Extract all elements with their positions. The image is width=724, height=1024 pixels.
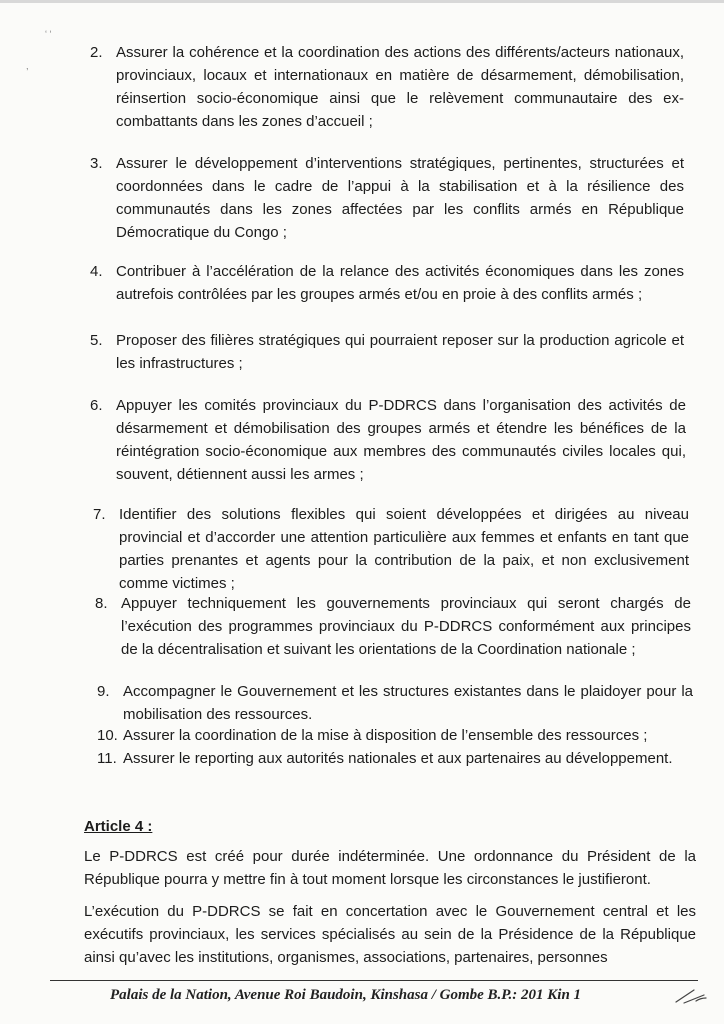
list-item xyxy=(97,680,693,726)
article-paragraph: L’exécution du P-DDRCS se fait en concertation avec le Gouvernement central et les exécutifs provinciaux, les services spécialisés au sein de la Présidence de la République ainsi qu’avec les institutions, organismes, associations, partenaires, personnes xyxy=(84,903,696,966)
list-item-number: 2. xyxy=(90,44,103,61)
list-item-number: 7. xyxy=(93,506,106,523)
list-item-number: 4. xyxy=(90,263,103,280)
list-item-text: Assurer la cohérence et la coordination des actions des différents/acteurs nationaux, provinciaux, locaux et internationaux en matière de désarmement, démobilisation, réinsertion socio-économique ainsi que le relèvement communautaire des ex-combattants dans les zones d’accueil ; xyxy=(116,44,684,130)
list-item xyxy=(93,503,689,595)
list-item-text: Contribuer à l’accélération de la relance des activités économiques dans les zones autrefois contrôlées par les groupes armés et/ou en proie à des conflits armés ; xyxy=(116,263,684,303)
list-item-text: Assurer la coordination de la mise à disposition de l’ensemble des ressources ; xyxy=(123,727,648,744)
list-item-text: Identifier des solutions flexibles qui soient développées et dirigées au niveau provincial et d’accorder une attention particulière aux femmes et enfants en tant que parties prenantes et agents pour la contribution de la paix, et non exclusivement comme victimes ; xyxy=(119,506,689,592)
scan-speck: , xyxy=(26,61,29,71)
list-item-text: Appuyer les comités provinciaux du P-DDRCS dans l’organisation des activités de désarmement et démobilisation des groupes armés et étendre les bénéfices de la réintégration socio-économique aux membres des communautés civiles locales qui, souvent, détiennent aussi les armes ; xyxy=(116,397,686,483)
article-paragraph: Le P-DDRCS est créé pour durée indéterminée. Une ordonnance du Président de la République pourra y mettre fin à tout moment lorsque les circonstances le justifieront. xyxy=(84,848,696,888)
list-item-number: 3. xyxy=(90,155,103,172)
list-item xyxy=(97,724,693,747)
article-title: Article 4 : xyxy=(84,818,153,835)
list-item xyxy=(95,592,691,661)
list-item-text: Proposer des filières stratégiques qui pourraient reposer sur la production agricole et les infrastructures ; xyxy=(116,332,684,372)
footer-divider xyxy=(50,980,698,981)
list-item xyxy=(90,152,684,244)
list-item-number: 9. xyxy=(97,683,110,700)
list-item xyxy=(97,747,693,770)
list-item-number: 11. xyxy=(97,750,117,767)
list-item-number: 5. xyxy=(90,332,103,349)
list-item-text: Accompagner le Gouvernement et les structures existantes dans le plaidoyer pour la mobilisation des ressources. xyxy=(123,683,693,723)
list-item xyxy=(90,329,684,375)
list-item-number: 8. xyxy=(95,595,108,612)
list-item xyxy=(90,41,684,133)
list-item-text: Assurer le reporting aux autorités nationales et aux partenaires au développement. xyxy=(123,750,673,767)
list-item xyxy=(90,394,686,486)
list-item-number: 6. xyxy=(90,397,103,414)
list-item xyxy=(90,260,684,306)
scan-top-edge xyxy=(0,0,724,3)
list-item-text: Appuyer techniquement les gouvernements provinciaux qui seront chargés de l’exécution des programmes provinciaux du P-DDRCS conformément aux principes de la décentralisation et suivant les orientations de la Coordination nationale ; xyxy=(121,595,691,658)
footer-address: Palais de la Nation, Avenue Roi Baudoin, Kinshasa / Gombe B.P.: 201 Kin 1 xyxy=(110,987,582,1003)
handwritten-initials-mark xyxy=(674,986,708,1006)
list-item-text: Assurer le développement d’interventions stratégiques, pertinentes, structurées et coordonnées dans le cadre de l’appui à la stabilisation et à la résilience des communautés dans les zones affectées par les conflits armés en République Démocratique du Congo ; xyxy=(116,155,684,241)
list-item-number: 10. xyxy=(97,727,118,744)
scan-speck: ‘ ‘ xyxy=(45,29,52,39)
